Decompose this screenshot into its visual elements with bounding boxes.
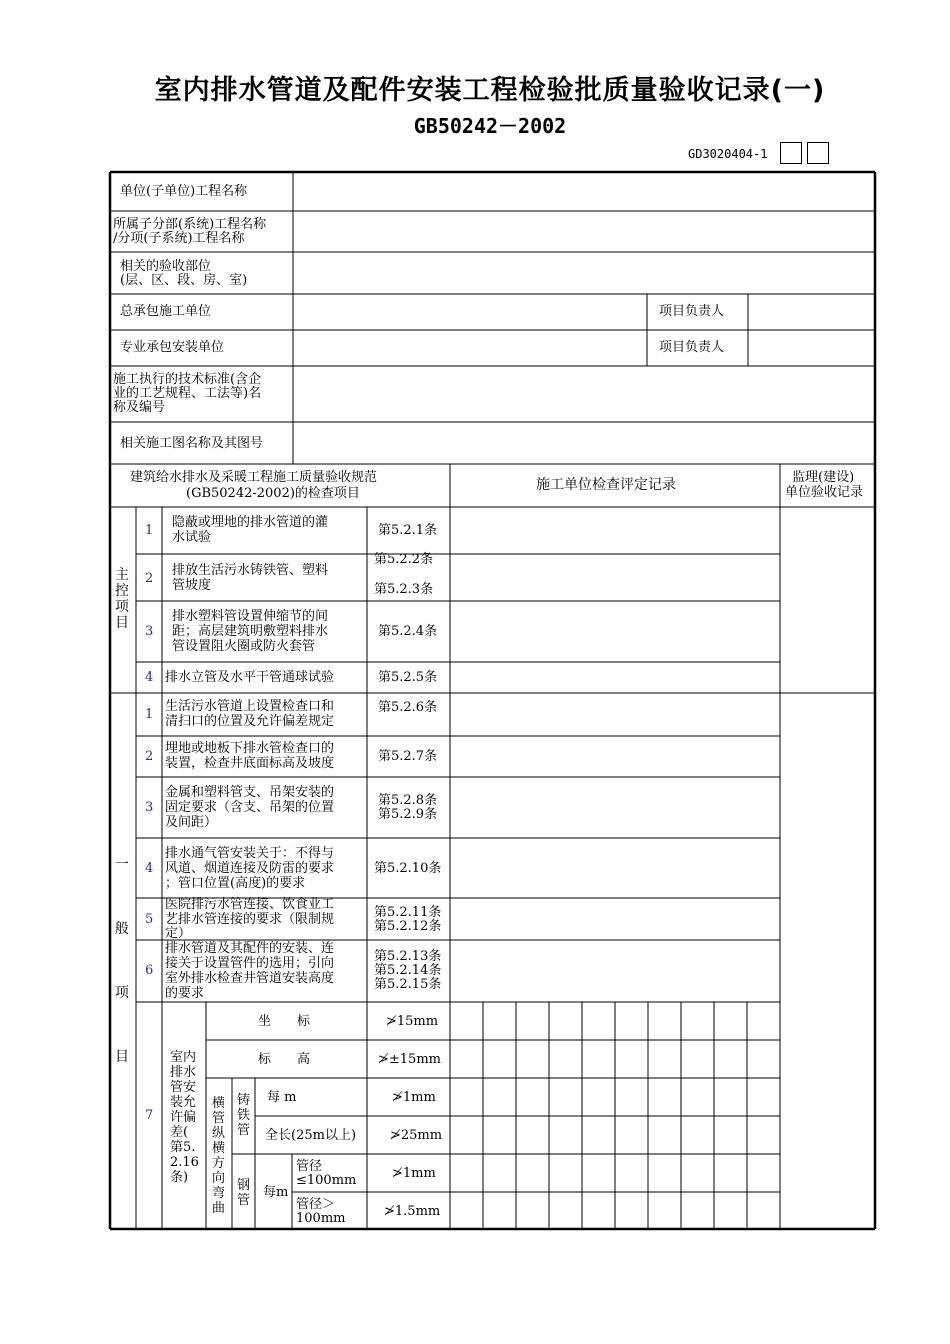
per-m-steel-label: 每m	[263, 1185, 289, 1200]
elevation-value: ≯±15mm	[378, 1052, 441, 1067]
tolerance-label-1: 室内	[170, 1050, 197, 1065]
bend-label-3: 纵	[212, 1126, 226, 1141]
dia-small-label-2: ≤100mm	[296, 1173, 357, 1188]
main-item-1-desc-2: 水试验	[172, 530, 212, 545]
bend-label-5: 方	[212, 1156, 226, 1171]
general-item-2-desc-2: 装置，检查井底面标高及坡度	[165, 756, 335, 771]
general-item-3-no: 3	[145, 800, 154, 815]
tolerance-label-8: 2.16	[170, 1155, 199, 1170]
coord-label: 坐 标	[258, 1014, 311, 1029]
general-item-1-desc-2: 清扫口的位置及允许偏差规定	[165, 714, 335, 729]
general-item-5-clause-1: 第5.2.11条	[374, 905, 442, 920]
main-item-4-desc-1: 排水立管及水平干管通球试验	[165, 670, 335, 685]
tolerance-label-6: 差(	[170, 1125, 189, 1140]
label-project-manager-2: 项目负责人	[659, 340, 725, 355]
general-item-4-clause-1: 第5.2.10条	[374, 861, 442, 876]
cast-iron-label-1: 铸	[237, 1093, 251, 1108]
general-label-char-2: 般	[115, 921, 129, 937]
main-item-2-clause-1: 第5.2.2条	[374, 552, 434, 567]
tolerance-label-2: 排水	[170, 1065, 197, 1080]
page-subtitle: GB50242－2002	[413, 114, 567, 138]
bend-label-8: 曲	[212, 1201, 226, 1216]
page-title: 室内排水管道及配件安装工程检验批质量验收记录(一)	[154, 75, 826, 106]
steel-label-1: 钢	[237, 1178, 251, 1193]
label-drawings: 相关施工图名称及其图号	[120, 436, 264, 451]
dia-small-label-1: 管径	[296, 1159, 323, 1174]
input-project-manager-1[interactable]	[748, 294, 875, 328]
general-item-5-clause-2: 第5.2.12条	[374, 919, 442, 934]
general-item-3-desc-3: 及间距）	[165, 815, 218, 830]
per-m-label: 每 m	[267, 1090, 297, 1105]
tolerance-label-9: 条)	[170, 1170, 189, 1185]
tolerance-label-5: 许偏	[170, 1110, 197, 1125]
main-item-3-desc-1: 排水塑料管设置伸缩节的间	[172, 609, 329, 624]
construction-record-header: 施工单位检查评定记录	[536, 477, 676, 493]
label-acceptance-part-line1: 相关的验收部位	[120, 259, 212, 274]
main-item-3-desc-2: 距；高层建筑明敷塑料排水	[172, 624, 329, 639]
bend-label-1: 横	[212, 1096, 226, 1111]
form-code: GD3020404-1	[688, 147, 768, 161]
input-project-manager-2[interactable]	[748, 330, 875, 364]
general-item-6-clause-1: 第5.2.13条	[374, 949, 442, 964]
input-unit-project[interactable]	[293, 172, 875, 210]
input-acceptance-part[interactable]	[293, 252, 875, 293]
main-item-1-no: 1	[145, 523, 154, 538]
main-item-2-desc-2: 管坡度	[172, 578, 212, 593]
dia-large-label-1: 管径＞	[296, 1197, 336, 1212]
general-item-3-clause-1: 第5.2.8条	[378, 793, 438, 808]
label-sub-project-line2: /分项(子系统)工程名称	[113, 231, 245, 246]
general-item-2-no: 2	[145, 749, 154, 764]
main-item-2-clause-2: 第5.2.3条	[374, 582, 434, 597]
main-item-2-no: 2	[145, 571, 154, 586]
general-label-char-4: 目	[115, 1049, 129, 1065]
label-project-manager-1: 项目负责人	[659, 304, 725, 319]
label-unit-project: 单位(子单位)工程名称	[120, 184, 248, 199]
general-item-4-desc-2: 风道、烟道连接及防雷的要求	[165, 861, 335, 876]
general-item-6-desc-1: 排水管道及其配件的安装、连	[165, 941, 335, 956]
main-item-3-clause-1: 第5.2.4条	[378, 624, 438, 639]
main-item-3-no: 3	[145, 624, 154, 639]
input-general-contractor[interactable]	[293, 294, 646, 328]
input-specialty-contractor[interactable]	[293, 330, 646, 364]
label-standard-line2: 业的工艺规程、工法等)名	[113, 386, 262, 401]
general-item-4-desc-3: ；管口位置(高度)的要求	[165, 876, 306, 891]
per-m-value: ≯1mm	[392, 1090, 436, 1105]
general-item-1-no: 1	[145, 707, 154, 722]
label-specialty-contractor: 专业承包安装单位	[120, 340, 225, 355]
main-label-char-1: 主	[115, 567, 129, 583]
general-item-5-no: 5	[145, 912, 154, 927]
general-item-2-desc-1: 埋地或地板下排水管检查口的	[165, 741, 335, 756]
main-label-char-2: 控	[115, 583, 129, 599]
main-label-char-4: 目	[115, 615, 129, 631]
general-item-7-no: 7	[145, 1108, 154, 1123]
label-standard-line1: 施工执行的技术标准(含企	[113, 372, 262, 387]
general-label-char-3: 项	[115, 985, 129, 1001]
input-standard[interactable]	[293, 366, 875, 420]
full-length-value: ≯25mm	[390, 1128, 443, 1143]
input-drawings[interactable]	[293, 422, 875, 463]
general-item-1-clause-1: 第5.2.6条	[378, 700, 438, 715]
general-label-char-1: 一	[115, 857, 129, 873]
general-item-5-desc-2: 艺排水管连接的要求（限制规	[165, 912, 335, 927]
general-item-3-desc-1: 金属和塑料管支、吊架安装的	[165, 785, 335, 800]
tolerance-label-7: 第5.	[170, 1140, 196, 1155]
steel-label-2: 管	[237, 1193, 251, 1208]
main-item-2-desc-1: 排放生活污水铸铁管、塑料	[172, 563, 329, 578]
general-item-5-desc-1: 医院排污水管连接、饮食业工	[165, 897, 335, 912]
main-item-1-desc-1: 隐蔽或埋地的排水管道的灌	[172, 515, 329, 530]
general-item-6-clause-2: 第5.2.14条	[374, 963, 442, 978]
general-item-6-clause-3: 第5.2.15条	[374, 977, 442, 992]
tolerance-label-4: 装允	[170, 1095, 197, 1110]
bend-label-6: 向	[212, 1171, 226, 1186]
main-item-1-clause-1: 第5.2.1条	[378, 523, 438, 538]
general-item-4-no: 4	[145, 861, 154, 876]
coord-value: ≯15mm	[386, 1014, 439, 1029]
cast-iron-label-2: 铁	[237, 1108, 251, 1123]
cast-iron-label-3: 管	[237, 1123, 251, 1138]
main-item-3-desc-3: 管设置阻火圈或防火套管	[172, 639, 316, 654]
main-item-4-no: 4	[145, 670, 154, 685]
dia-large-value: ≯1.5mm	[384, 1204, 441, 1219]
bend-label-7: 弯	[212, 1186, 226, 1201]
general-item-5-desc-3: 定）	[165, 926, 192, 941]
general-item-6-desc-2: 接关于设置管件的选用；引向	[165, 956, 335, 971]
dia-large-label-2: 100mm	[296, 1211, 346, 1226]
general-item-6-no: 6	[145, 963, 154, 978]
general-item-1-desc-1: 生活污水管道上设置检查口和	[165, 699, 335, 714]
main-item-4-clause-1: 第5.2.5条	[378, 670, 438, 685]
general-item-6-desc-3: 室外排水检查井管道安装高度	[165, 971, 335, 986]
supervision-header-line2: 单位验收记录	[785, 485, 864, 500]
dia-small-value: ≯1mm	[392, 1166, 436, 1181]
label-standard-line3: 称及编号	[113, 400, 166, 415]
input-sub-project[interactable]	[293, 211, 875, 251]
full-length-label: 全长(25m以上)	[265, 1128, 357, 1143]
spec-header-line2: (GB50242-2002)的检查项目	[186, 486, 360, 501]
label-sub-project-line1: 所属子分部(系统)工程名称	[113, 217, 267, 232]
general-item-2-clause-1: 第5.2.7条	[378, 749, 438, 764]
general-item-3-desc-2: 固定要求（含支、吊架的位置	[165, 800, 335, 815]
elevation-label: 标 高	[258, 1052, 311, 1067]
tolerance-label-3: 管安	[170, 1080, 197, 1095]
main-label-char-3: 项	[115, 599, 129, 615]
general-item-3-clause-2: 第5.2.9条	[378, 807, 438, 822]
bend-label-4: 横	[212, 1141, 226, 1156]
bend-label-2: 管	[212, 1111, 226, 1126]
general-item-6-desc-4: 的要求	[165, 986, 205, 1001]
spec-header-line1: 建筑给水排水及采暖工程施工质量验收规范	[130, 470, 378, 485]
label-acceptance-part-line2: (层、区、段、房、室)	[120, 273, 248, 288]
general-item-4-desc-1: 排水通气管安装关于：不得与	[165, 846, 335, 861]
supervision-header-line1: 监理(建设)	[792, 470, 855, 485]
label-general-contractor: 总承包施工单位	[120, 304, 212, 319]
